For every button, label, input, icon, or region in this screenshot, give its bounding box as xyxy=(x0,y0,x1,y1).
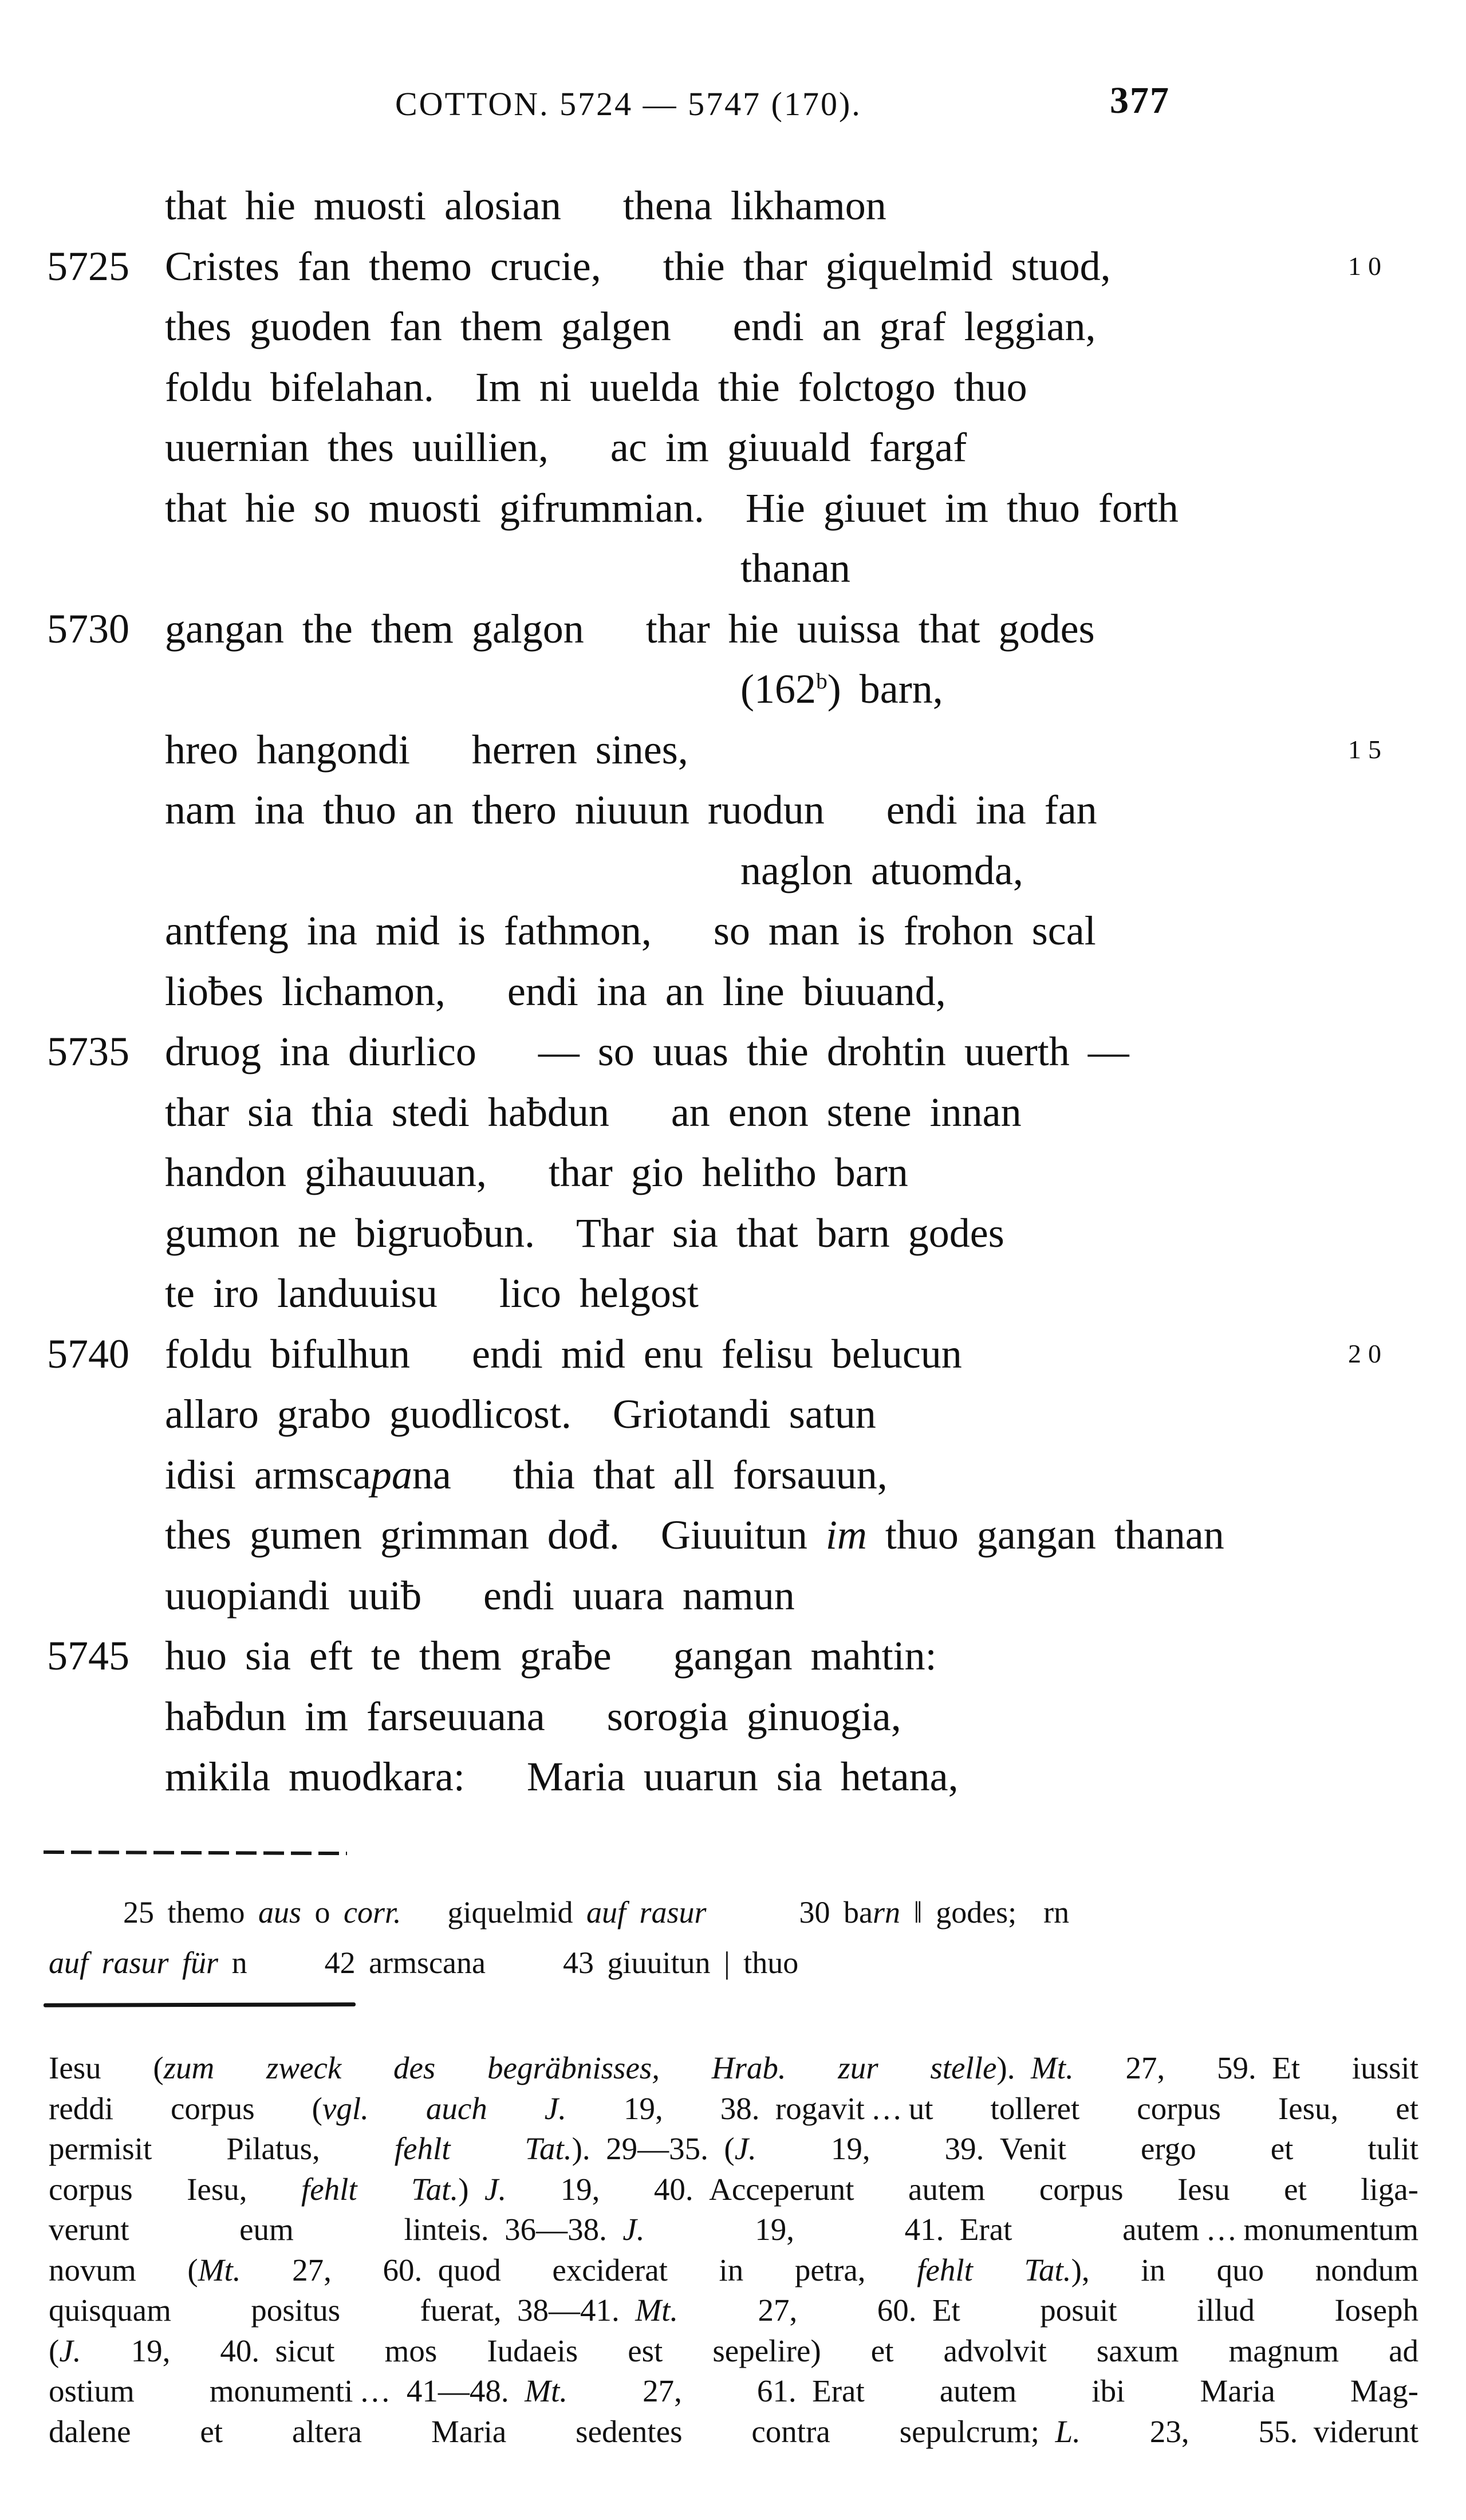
verse-row xyxy=(0,1451,1466,1512)
verse-row xyxy=(0,1753,1466,1814)
verse-row xyxy=(0,726,1466,787)
margin-line-number: 10 xyxy=(1348,251,1388,281)
verse-row xyxy=(0,424,1466,485)
verse-text: mikila muodkara: Maria uuarun sia hetana, xyxy=(165,1754,959,1800)
verse-row xyxy=(0,907,1466,968)
commentary-line: (J. 19, 40. sicut mos Iudaeis est sepelire) et advolvit saxum magnum ad xyxy=(49,2333,1418,2368)
verse-row xyxy=(0,605,1466,666)
verse-text: foldu bifelahan. Im ni uuelda thie folctogo thuo xyxy=(165,364,1027,410)
verse-text: thanan xyxy=(740,545,850,591)
verse-row xyxy=(0,545,1466,605)
commentary-line: verunt eum linteis. 36—38. J. 19, 41. Erat autem … monumentum xyxy=(49,2212,1419,2247)
verse-text: idisi armscapana thia that all forsauun, xyxy=(165,1451,888,1498)
verse-text: lioƀes lichamon, endi ina an line biuuand, xyxy=(165,968,946,1014)
verse-line-number: 5740 xyxy=(47,1330,129,1377)
commentary-divider-rule xyxy=(44,2002,356,2007)
verse-text: foldu bifulhun endi mid enu felisu belucun xyxy=(165,1330,962,1377)
page-header-title: COTTON. 5724 — 5747 (170). xyxy=(395,85,862,123)
verse-row xyxy=(0,1330,1466,1391)
commentary-line: Iesu (zum zweck des begräbnisses, Hrab. zur stelle). Mt. 27, 59. Et iussit xyxy=(49,2050,1418,2085)
apparatus-divider-rule xyxy=(44,1850,347,1855)
verse-text: nam ina thuo an thero niuuun ruodun endi ina fan xyxy=(165,787,1097,833)
verse-row xyxy=(0,243,1466,304)
verse-text: allaro grabo guodlicost. Griotandi satun xyxy=(165,1391,876,1437)
verse-text: te iro landuuisu lico helgost xyxy=(165,1270,699,1316)
verse-row xyxy=(0,1693,1466,1754)
verse-row xyxy=(0,786,1466,847)
verse-text: druog ina diurlico — so uuas thie drohtin uuerth — xyxy=(165,1029,1129,1074)
verse-text: gumon ne bigruoƀun. Thar sia that barn godes xyxy=(165,1210,1004,1256)
verse-text: Cristes fan themo crucie, thie thar giquelmid stuod, xyxy=(165,243,1111,289)
verse-text: naglon atuomda, xyxy=(740,847,1023,893)
verse-row xyxy=(0,1391,1466,1451)
commentary-line: permisit Pilatus, fehlt Tat.). 29—35. (J. 19, 39. Venit ergo et tulit xyxy=(49,2131,1419,2166)
verse-text: (162$^b$) barn, xyxy=(740,666,943,712)
verse-row xyxy=(0,485,1466,545)
verse-row xyxy=(0,968,1466,1029)
apparatus-line: 25 themo aus o corr. giquelmid auf rasur 30 barn ‖ godes; rn xyxy=(123,1895,1070,1930)
verse-text: gangan the them galgon thar hie uuissa that godes xyxy=(165,605,1095,652)
commentary-line: reddi corpus (vgl. auch J. 19, 38. rogavit … ut tolleret corpus Iesu, et xyxy=(49,2090,1418,2126)
verse-row xyxy=(0,364,1466,424)
verse-line-number: 5735 xyxy=(47,1029,129,1074)
commentary-line: corpus Iesu, fehlt Tat.) J. 19, 40. Acceperunt autem corpus Iesu et liga- xyxy=(49,2171,1419,2207)
verse-text: that hie so muosti gifrummian. Hie giuuet im thuo forth xyxy=(165,485,1179,531)
verse-text: uuernian thes uuillien, ac im giuuald fargaf xyxy=(165,424,967,470)
verse-row xyxy=(0,1089,1466,1149)
verse-row xyxy=(0,1028,1466,1089)
verse-text: haƀdun im farseuuana sorogia ginuogia, xyxy=(165,1693,901,1739)
margin-line-number: 20 xyxy=(1348,1338,1388,1368)
verse-row xyxy=(0,1632,1466,1693)
verse-line-number: 5745 xyxy=(47,1633,129,1679)
commentary-line: ostium monumenti … 41—48. Mt. 27, 61. Erat autem ibi Maria Mag- xyxy=(49,2373,1418,2408)
verse-text: hreo hangondi herren sines, xyxy=(165,726,688,773)
verse-text: that hie muosti alosian thena likhamon xyxy=(165,183,886,229)
verse-row xyxy=(0,1149,1466,1210)
commentary-line: dalene et altera Maria sedentes contra sepulcrum; L. 23, 55. viderunt xyxy=(49,2413,1418,2449)
commentary-line: novum (Mt. 27, 60. quod exciderat in petra, fehlt Tat.), in quo nondum xyxy=(49,2252,1418,2287)
verse-text: thes gumen grimman dođ. Giuuitun im thuo gangan thanan xyxy=(165,1512,1224,1558)
margin-line-number: 15 xyxy=(1348,734,1388,764)
verse-row xyxy=(0,666,1466,726)
verse-row xyxy=(0,1511,1466,1572)
verse-text: thes guoden fan them galgen endi an graf leggian, xyxy=(165,304,1096,349)
verse-text: uuopiandi uuiƀ endi uuara namun xyxy=(165,1572,795,1619)
apparatus-line: auf rasur für n 42 armscana 43 giuuitun | thuo xyxy=(49,1946,799,1980)
verse-line-number: 5725 xyxy=(47,243,129,289)
running-head xyxy=(0,80,1466,131)
verse-text: antfeng ina mid is fathmon, so man is frohon scal xyxy=(165,908,1096,954)
page-number: 377 xyxy=(1110,80,1170,121)
verse-row xyxy=(0,847,1466,908)
verse-text: handon gihauuuan, thar gio helitho barn xyxy=(165,1149,908,1195)
verse-line-number: 5730 xyxy=(47,605,129,652)
commentary-line: quisquam positus fuerat, 38—41. Mt. 27, 60. Et posuit illud Ioseph xyxy=(49,2293,1418,2328)
verse-row xyxy=(0,182,1466,243)
verse-row xyxy=(0,1270,1466,1330)
verse-text: huo sia eft te them graƀe gangan mahtin: xyxy=(165,1633,937,1679)
verse-row xyxy=(0,1210,1466,1270)
verse-row xyxy=(0,1572,1466,1633)
verse-text: thar sia thia stedi haƀdun an enon stene innan xyxy=(165,1089,1022,1135)
verse-row xyxy=(0,303,1466,364)
